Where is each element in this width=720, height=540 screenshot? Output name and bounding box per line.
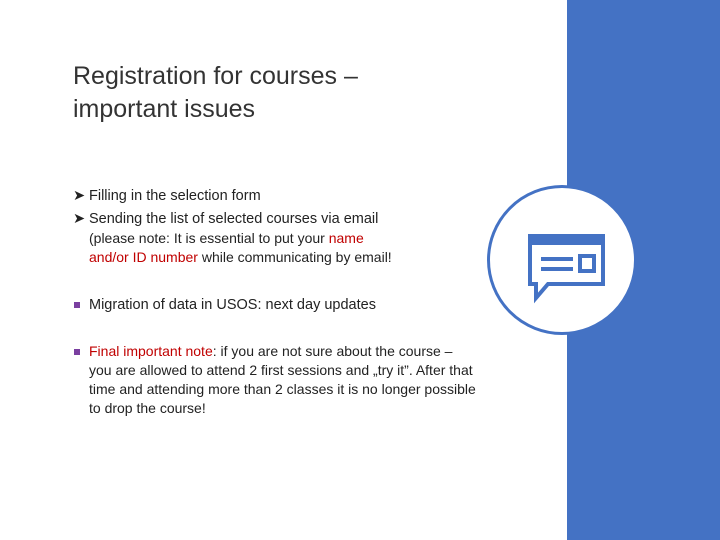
title-line-2: important issues — [73, 95, 256, 123]
title-line-1: Registration for courses – — [73, 62, 358, 90]
list-item — [73, 186, 478, 206]
list-item — [73, 295, 478, 315]
arrow-bullet-icon: ➤ — [73, 188, 86, 204]
final-note-label: Final important note — [89, 343, 213, 359]
list-item-note — [73, 229, 478, 267]
message-window-icon — [490, 188, 634, 332]
list-item-text: Migration of data in USOS: next day updates — [89, 297, 376, 313]
message-window-icon-circle — [487, 185, 637, 335]
list-item — [73, 209, 478, 229]
note-text-end: while communicating by email! — [197, 249, 392, 265]
final-note-text: : if you are not sure about the course – you are allowed to attend 2 first sessions and „try it”. After that time and attending more than 2 classes it is no longer possible to drop the course! — [89, 343, 476, 416]
slide-content — [73, 186, 478, 418]
square-bullet-icon — [74, 349, 80, 355]
list-item — [73, 342, 478, 418]
slide-title — [73, 60, 513, 126]
note-text: (please note: It is essential to put your — [89, 230, 329, 246]
list-item-text: Filling in the selection form — [89, 188, 261, 204]
note-highlight-id: and/or ID number — [89, 249, 198, 265]
arrow-bullet-icon: ➤ — [73, 211, 86, 227]
note-highlight-name: name — [328, 230, 364, 246]
square-bullet-icon — [74, 302, 80, 308]
list-item-text: Sending the list of selected courses via email — [89, 211, 379, 227]
